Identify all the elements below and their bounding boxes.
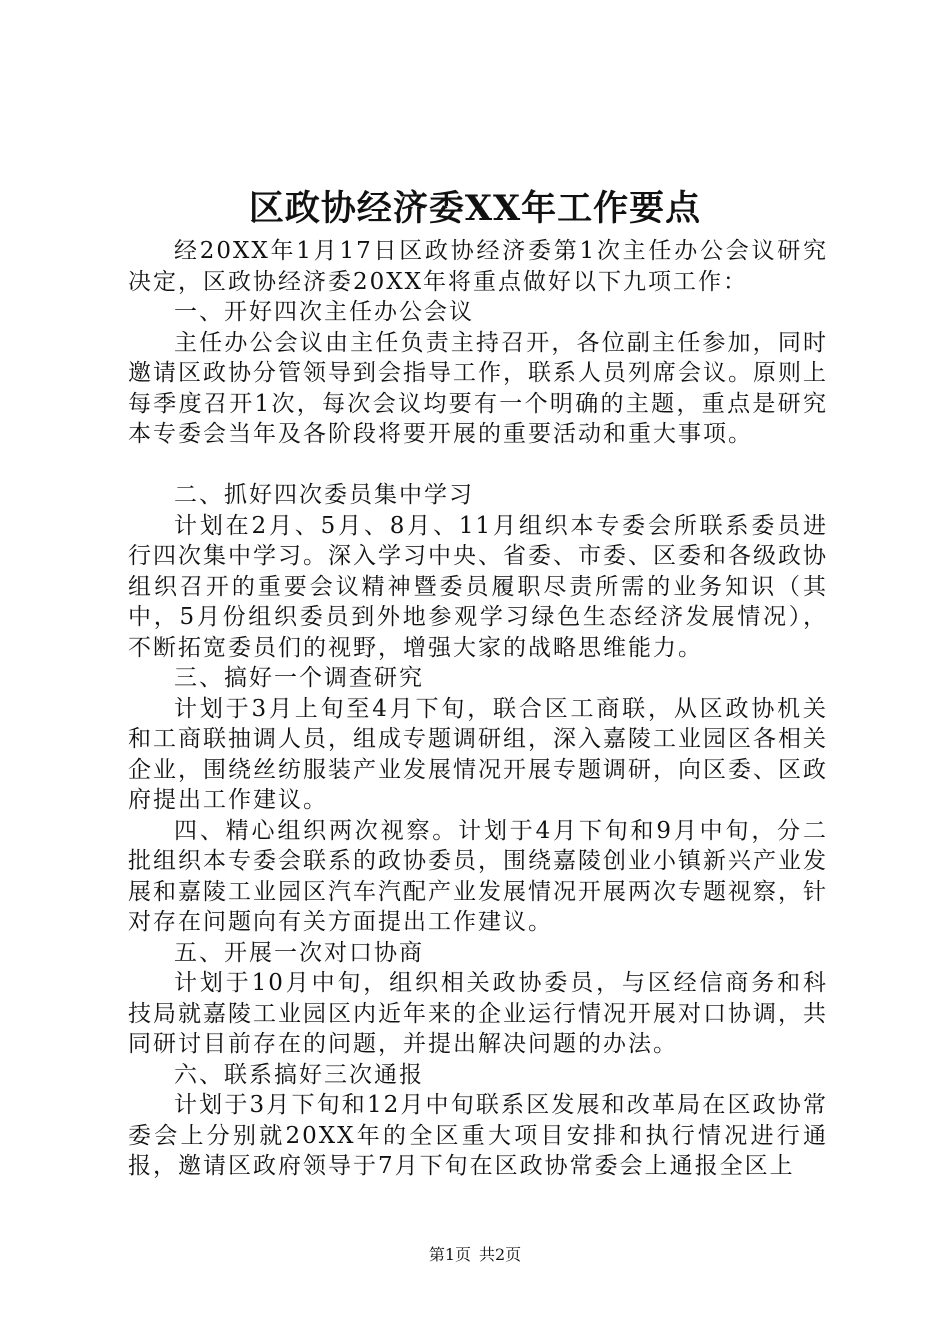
section-body-3: 计划于3月上旬至4月下旬，联合区工商联，从区政协机关和工商联抽调人员，组成专题调研组，深入嘉陵工业园区各相关企业，围绕丝纺服装产业发展情况开展专题调研，向区委、区政府提出工作建议。 (128, 695, 828, 813)
section-body-2: 计划在2月、5月、8月、11月组织本专委会所联系委员进行四次集中学习。深入学习中央、省委、市委、区委和各级政协组织召开的重要会议精神暨委员履职尽责所需的业务知识（其中，5月份组织委员到外地参观学习绿色生态经济发展情况），不断拓宽委员们的视野，增强大家的战略思维能力。 (128, 512, 828, 661)
section-heading-1: 一、开好四次主任办公会议 (174, 299, 474, 325)
section-4-paragraph: 四、精心组织两次视察。计划于4月下旬和9月中旬，分二批组织本专委会联系的政协委员，围绕嘉陵创业小镇新兴产业发展和嘉陵工业园区汽车汽配产业发展情况开展两次专题视察，针对存在问题向有关方面提出工作建议。 (128, 817, 828, 935)
intro-paragraph: 经20XX年1月17日区政协经济委第1次主任办公会议研究决定，区政协经济委20XX年将重点做好以下九项工作： (128, 238, 828, 295)
section-heading-6: 六、联系搞好三次通报 (174, 1061, 424, 1088)
document-body (128, 236, 828, 1182)
section-body-5: 计划于10月中旬，组织相关政协委员，与区经信商务和科技局就嘉陵工业园区内近年来的企业运行情况开展对口协调，共同研讨目前存在的问题，并提出解决问题的办法。 (128, 970, 828, 1057)
section-heading-2: 二、抓好四次委员集中学习 (174, 482, 474, 508)
section-body-6: 计划于3月下旬和12月中旬联系区发展和改革局在区政协常委会上分别就20XX年的全区重大项目安排和执行情况进行通报，邀请区政府领导于7月下旬在区政协常委会上通报全区上 (128, 1092, 828, 1179)
document-title: 区政协经济委XX年工作要点 (248, 188, 702, 229)
page-footer (0, 1244, 950, 1266)
section-body-1: 主任办公会议由主任负责主持召开，各位副主任参加，同时邀请区政协分管领导到会指导工作，联系人员列席会议。原则上每季度召开1次，每次会议均要有一个明确的主题，重点是研究本专委会当年及各阶段将要开展的重要活动和重大事项。 (128, 329, 828, 447)
section-heading-3: 三、搞好一个调查研究 (174, 665, 424, 691)
section-heading-5: 五、开展一次对口协商 (174, 939, 424, 966)
page-number: 第1页 (428, 1245, 471, 1264)
page-total: 共2页 (479, 1245, 522, 1264)
